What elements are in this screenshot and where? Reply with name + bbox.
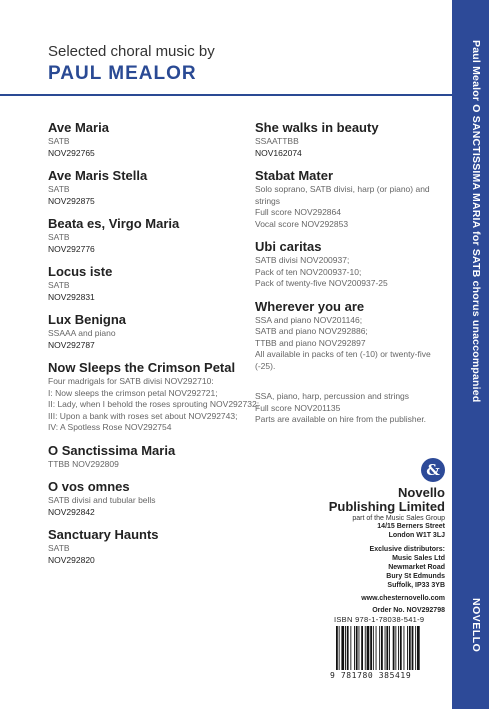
work-entry (48, 443, 263, 471)
work-detail: TTBB NOV292809 (48, 458, 119, 469)
work-detail: I: Now sleeps the crimson petal NOV292721; (48, 387, 218, 398)
distributor-line-1: Music Sales Ltd (392, 555, 445, 562)
header (0, 0, 452, 96)
website: www.chesternovello.com (361, 595, 445, 602)
barcode-digits: 9 781780 385419 (330, 671, 412, 680)
publisher-name-1: Novello (398, 485, 445, 500)
work-detail: Pack of ten NOV200937-10; (255, 266, 362, 277)
work-detail: Four madrigals for SATB divisi NOV292710: (48, 376, 214, 386)
order-number: Order No. NOV292798 (372, 607, 445, 614)
work-entry (48, 360, 263, 434)
work-title: Sanctuary Haunts (48, 527, 159, 542)
work-detail: SATB (48, 136, 70, 146)
work-detail: II: Lady, when I behold the roses sprouting NOV292732; (48, 399, 260, 409)
work-detail: SSA and piano NOV201146; (255, 314, 363, 325)
work-detail: NOV292820 (48, 554, 95, 565)
work-entry (48, 216, 263, 255)
work-detail: SATB divisi NOV200937; (255, 255, 350, 265)
work-title: Beata es, Virgo Maria (48, 216, 180, 231)
work-detail: Pack of twenty-five NOV200937-25 (255, 278, 388, 288)
publisher-address-1: 14/15 Berners Street (377, 523, 445, 530)
work-title: Ave Maria (48, 120, 109, 135)
work-detail: SATB (48, 543, 70, 553)
work-detail: NOV292765 (48, 147, 95, 158)
work-detail: Solo soprano, SATB divisi, harp (or piano) and strings (255, 184, 430, 206)
work-entry (48, 120, 263, 159)
work-detail: NOV292875 (48, 195, 95, 206)
composer-name: PAUL MEALOR (48, 63, 197, 84)
isbn: ISBN 978-1-78038-541-9 (334, 615, 425, 624)
work-title: Lux Benigna (48, 312, 127, 327)
work-entry (255, 299, 445, 373)
distributor-line-2: Newmarket Road (388, 564, 445, 571)
work-entry (48, 527, 263, 566)
work-detail: Parts are available on hire from the publisher. (255, 414, 427, 424)
work-entry (48, 312, 263, 351)
work-entry (255, 239, 445, 290)
work-title: Stabat Mater (255, 168, 334, 183)
work-detail: Full score NOV292864 (255, 207, 341, 217)
work-detail: SSA, piano, harp, percussion and strings (255, 391, 410, 401)
spacer (255, 381, 445, 391)
spine-publisher: NOVELLO (470, 598, 482, 653)
work-detail: NOV292787 (48, 339, 95, 350)
distributors-label: Exclusive distributors: (369, 546, 445, 553)
work-title: Now Sleeps the Crimson Petal (48, 360, 236, 375)
right-column (255, 120, 445, 426)
work-detail: SATB and piano NOV292886; (255, 326, 368, 336)
barcode-icon (334, 626, 446, 670)
work-detail: III: Upon a bank with roses set about NOV292743; (48, 410, 238, 421)
header-subtitle: Selected choral music by (48, 43, 215, 60)
novello-logo-icon: & (421, 458, 445, 482)
work-title: She walks in beauty (255, 120, 379, 135)
work-detail: NOV292776 (48, 243, 95, 254)
work-detail: SATB (48, 280, 70, 290)
publisher-name-2: Publishing Limited (328, 499, 445, 514)
work-entry (48, 479, 263, 518)
work-detail: SSAATTBB (255, 136, 299, 146)
publisher-address-2: London W1T 3LJ (388, 532, 445, 539)
work-detail: SSAAA and piano (48, 328, 116, 338)
work-entry (255, 168, 445, 230)
work-detail: SATB (48, 184, 70, 194)
work-detail: Full score NOV201135 (255, 402, 341, 413)
work-entry (48, 264, 263, 303)
work-title: O vos omnes (48, 479, 130, 494)
work-detail: NOV292831 (48, 291, 95, 302)
work-detail: SATB divisi and tubular bells (48, 495, 156, 505)
spine-title (470, 40, 482, 60)
work-detail: NOV292842 (48, 506, 95, 517)
distributor-line-3: Bury St Edmunds (386, 573, 445, 580)
work-detail: IV: A Spotless Rose NOV292754 (48, 422, 172, 432)
work-detail: All available in packs of ten (-10) or twenty-five (-25). (255, 349, 431, 371)
work-title: Ave Maris Stella (48, 168, 148, 183)
work-entry (48, 168, 263, 207)
work-title: O Sanctissima Maria (48, 442, 176, 458)
distributor-line-4: Suffolk, IP33 3YB (387, 582, 445, 589)
work-title: Wherever you are (255, 298, 365, 314)
work-title: Locus iste (48, 264, 113, 279)
left-column (48, 120, 263, 575)
work-detail: Vocal score NOV292853 (255, 218, 349, 229)
work-title: Ubi caritas (255, 239, 322, 254)
work-detail: SATB (48, 232, 70, 242)
work-detail: TTBB and piano NOV292897 (255, 337, 366, 348)
work-entry (255, 120, 445, 159)
work-detail: NOV162074 (255, 147, 302, 158)
publisher-group: part of the Music Sales Group (352, 515, 445, 522)
